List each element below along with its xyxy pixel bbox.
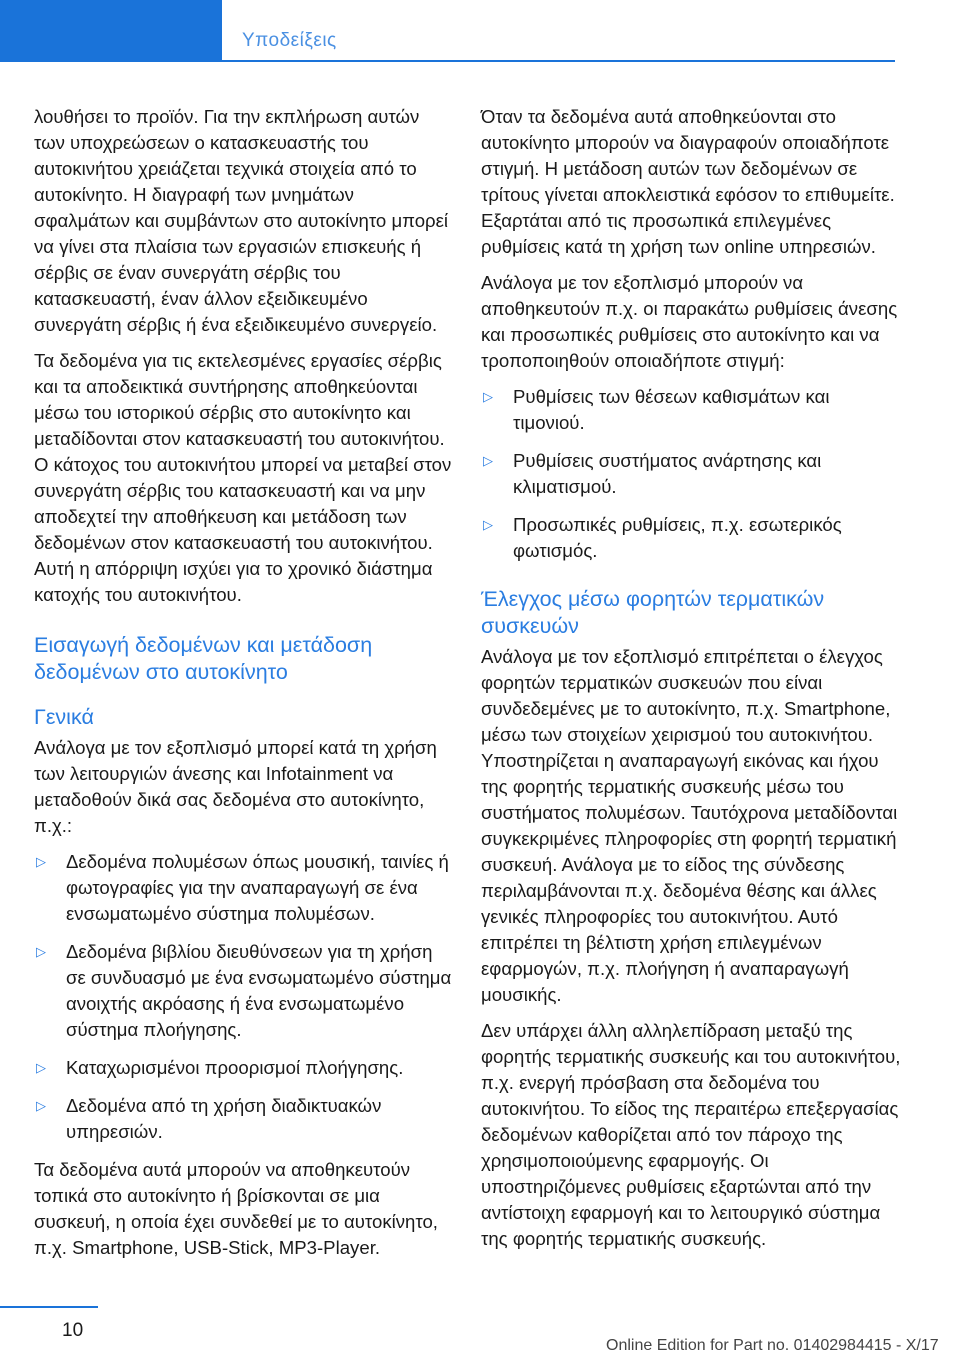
- paragraph: Δεν υπάρχει άλλη αλληλεπίδραση μεταξύ της φορητής τερματικής συσκευής και του αυτοκινήτου, π.χ. ενεργή πρόσβαση στα δεδομένα του αυτοκινήτου. Το είδος της περαιτέρω επεξεργασίας δεδομένων καθορίζεται από τον πάροχο της χρησιμοποιούμενης εφαρμογής. Οι υποστηριζόμενες ρυθμίσεις εξαρτώνται από την αντίστοιχη εφαρμογή και το λειτουργικό σύστημα της φορητής τερματικής συσκευής.: [481, 1020, 901, 1249]
- list-item: ▷ Προσωπικές ρυθμίσεις, π.χ. εσωτερικός φωτισμός.: [483, 514, 842, 561]
- left-column: [34, 104, 454, 1271]
- list-item: ▷ Δεδομένα από τη χρήση διαδικτυακών υπηρεσιών.: [36, 1095, 382, 1142]
- list-item: ▷ Ρυθμίσεις των θέσεων καθισμάτων και τιμονιού.: [483, 386, 830, 433]
- paragraph: Τα δεδομένα για τις εκτελεσμένες εργασίες σέρβις και τα αποδεικτικά συντήρησης αποθηκεύονται μέσω του ιστορικού σέρβις στο αυτοκίνητο και μεταδίδονται στον κατασκευαστή του αυτοκινήτου. Ο κάτοχος του αυτοκινήτου μπορεί να μεταβεί στον συνεργάτη σέρβις του κατασκευαστή και να μην αποδεχτεί την αποθήκευση και μετάδοση των δεδομένων στον κατασκευαστή του αυτοκινήτου. Αυτή η απόρριψη ισχύει για το χρονικό διάστημα κατοχής του αυτοκινήτου.: [34, 350, 452, 605]
- paragraph: Ανάλογα με τον εξοπλισμό μπορούν να αποθηκευτούν π.χ. οι παρακάτω ρυθμίσεις άνεσης και προσωπικές ρυθμίσεις στο αυτοκίνητο και να τροποποιηθούν οποιαδήποτε στιγμή:: [481, 272, 898, 371]
- triangle-bullet-icon: ▷: [36, 1060, 46, 1075]
- paragraph: Ανάλογα με τον εξοπλισμό επιτρέπεται ο έλεγχος φορητών τερματικών συσκευών που είναι συνδεδεμένες με το αυτοκίνητο, π.χ. Smartphone, μέσω των στοιχείων χειρισμού του αυτοκινήτου. Υποστηρίζεται η αναπαραγωγή εικόνας και ήχου της φορητής τερματικής συσκευής μέσω του συστήματος πολυμέσων. Ταυτόχρονα μεταδίδονται συγκεκριμένες πληροφορίες στη φορητή τερματική συσκευή. Ανάλογα με το είδος της σύνδεσης περιλαμβάνονται π.χ. δεδομένα θέσης και άλλες γενικές πληροφορίες του αυτοκινήτου. Αυτό επιτρέπει τη βέλτιστη χρήση επιλεγμένων εφαρμογών, π.χ. πλοήγηση ή αναπαραγωγή μουσικής.: [481, 646, 898, 1005]
- triangle-bullet-icon: ▷: [36, 944, 46, 959]
- paragraph: Όταν τα δεδομένα αυτά αποθηκεύονται στο αυτοκίνητο μπορούν να διαγραφούν οποιαδήποτε στιγμή. Η μετάδοση αυτών των δεδομένων σε τρίτους γίνεται αποκλειστικά εφόσον το επιθυμείτε. Εξαρτάται από τις προσωπικά επιλεγμένες ρυθμίσεις κατά τη χρήση των online υπηρεσιών.: [481, 106, 895, 257]
- triangle-bullet-icon: ▷: [483, 389, 493, 404]
- paragraph: Τα δεδομένα αυτά μπορούν να αποθηκευτούν τοπικά στο αυτοκίνητο ή βρίσκονται σε μια συσκευή, η οποία έχει συνδεθεί με το αυτοκίνητο, π.χ. Smartphone, USB-Stick, MP3-Player.: [34, 1159, 438, 1258]
- list-item: ▷ Ρυθμίσεις συστήματος ανάρτησης και κλιματισμού.: [483, 450, 822, 497]
- header-color-block: [0, 0, 222, 62]
- heading-mobile-devices: Έλεγχος μέσω φορητών τερματικών συσκευών: [481, 587, 825, 638]
- bullet-list: [481, 384, 901, 564]
- list-item: ▷ Δεδομένα βιβλίου διευθύνσεων για τη χρήση σε συνδυασμό με ένα ενσωματωμένο σύστημα ανοιχτής ακρόασης ή ένα ενσωματωμένο σύστημα πλοήγησης.: [36, 941, 452, 1040]
- heading-general: Γενικά: [34, 705, 94, 729]
- triangle-bullet-icon: ▷: [483, 453, 493, 468]
- page-number: 10: [62, 1320, 84, 1341]
- triangle-bullet-icon: ▷: [483, 517, 493, 532]
- list-item: ▷ Καταχωρισμένοι προορισμοί πλοήγησης.: [34, 1055, 454, 1081]
- section-title: Υποδείξεις: [242, 30, 337, 51]
- paragraph: Ανάλογα με τον εξοπλισμό μπορεί κατά τη χρήση των λειτουργιών άνεσης και Infotainment να μεταδοθούν δικά σας δεδομένα στο αυτοκίνητο, π.χ.:: [34, 737, 437, 836]
- paragraph: λουθήσει το προϊόν. Για την εκπλήρωση αυτών των υποχρεώσεων ο κατασκευαστής του αυτοκινήτου χρειάζεται τεχνικά στοιχεία από το αυτοκίνητο. Η διαγραφή των μνημάτων σφαλμάτων και συμβάντων στο αυτοκίνητο μπορεί να γίνει στα πλαίσια των εργασιών επισκευής ή σέρβις σε έναν συνεργάτη σέρβις του κατασκευαστή, έναν άλλον εξειδικευμένο συνεργάτη σέρβις ή ένα εξειδικευμένο συνεργείο.: [34, 106, 449, 335]
- list-item: ▷ Δεδομένα πολυμέσων όπως μουσική, ταινίες ή φωτογραφίες για την αναπαραγωγή σε ένα ενσωματωμένο σύστημα πολυμέσων.: [36, 851, 449, 924]
- right-column: [481, 104, 901, 1262]
- header-rule: [0, 60, 895, 62]
- triangle-bullet-icon: ▷: [36, 1098, 46, 1113]
- bullet-list: [34, 849, 454, 1145]
- triangle-bullet-icon: ▷: [36, 854, 46, 869]
- footer-rule: [0, 1306, 98, 1308]
- heading-data-transfer: Εισαγωγή δεδομένων και μετάδοση δεδομένων στο αυτοκίνητο: [34, 633, 373, 684]
- edition-note: Online Edition for Part no. 01402984415 - X/17: [606, 1337, 939, 1354]
